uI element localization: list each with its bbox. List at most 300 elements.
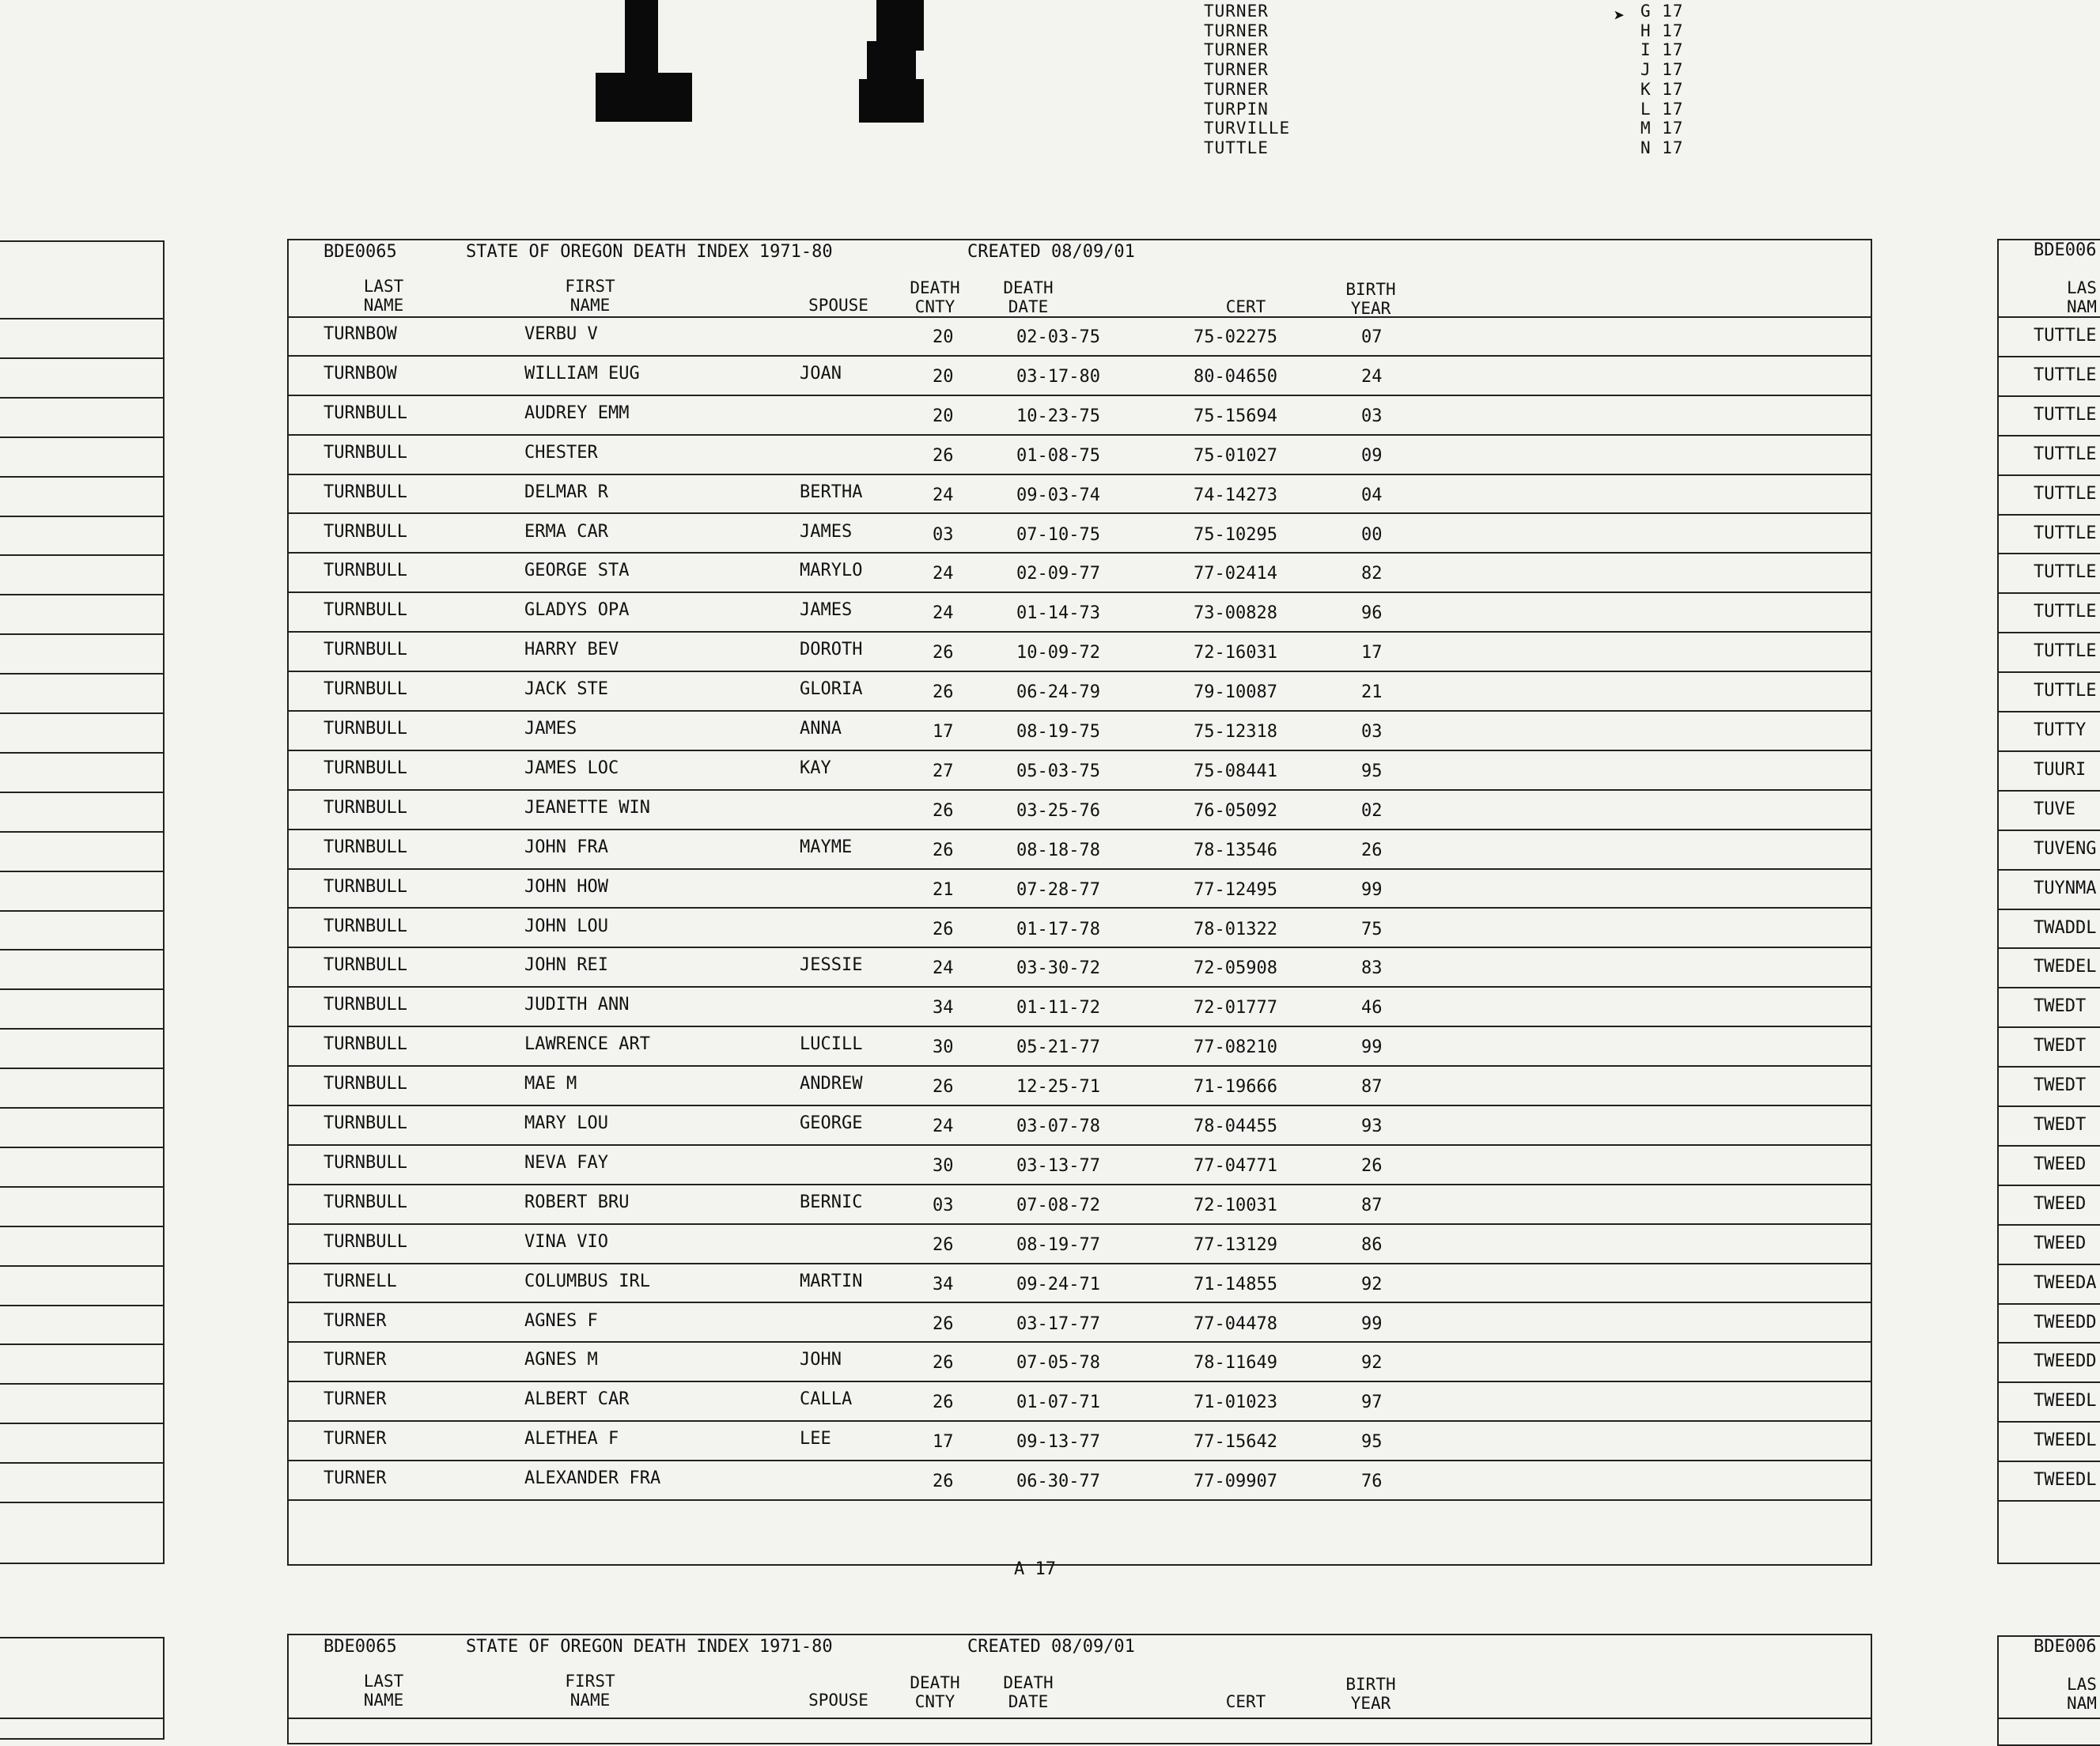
cell-spouse: LUCILL — [800, 1034, 863, 1055]
cell-cert: 78-01322 — [1194, 919, 1277, 939]
cell-death-date: 01-14-73 — [1016, 603, 1100, 624]
cell-cert: 77-04771 — [1194, 1155, 1277, 1176]
right-report-code: BDE006 — [2034, 240, 2097, 260]
cell-death-date: 03-30-72 — [1016, 958, 1100, 979]
cell-birth-year: 03 — [1361, 406, 1383, 426]
right-neighbor-panel — [1997, 239, 2100, 1564]
cell-last-name: TURNER — [324, 1310, 387, 1331]
cell-death-date: 06-30-77 — [1016, 1472, 1100, 1492]
cell-last-name: TURNBULL — [324, 797, 407, 818]
top-index-tabs — [1640, 2, 1684, 158]
cell-last-name: TURNER — [324, 1389, 387, 1410]
cell-last-name: TURNER — [324, 1468, 387, 1489]
cell-birth-year: 26 — [1361, 840, 1383, 860]
cell-spouse: JOAN — [800, 363, 842, 384]
death-index-panel-next — [287, 1634, 1872, 1744]
cell-last-name: TURNBULL — [324, 1152, 407, 1173]
col-header-first-name-next: FIRST NAME — [565, 1672, 615, 1710]
cell-death-date: 09-13-77 — [1016, 1432, 1100, 1453]
cell-death-cnty: 26 — [933, 800, 954, 821]
col-header-birth-year: BIRTH YEAR — [1345, 280, 1396, 318]
cell-birth-year: 95 — [1361, 761, 1383, 781]
cell-birth-year: 75 — [1361, 919, 1383, 939]
right-neighbor-last-name: TWEED — [2034, 1233, 2087, 1253]
right-neighbor-last-name: TUURI — [2034, 759, 2087, 780]
cell-death-cnty: 26 — [933, 643, 954, 663]
right-neighbor-last-name: TWADDL — [2034, 917, 2097, 938]
cell-cert: 75-02275 — [1194, 327, 1277, 347]
cell-death-cnty: 20 — [933, 327, 954, 347]
col-header-last-name: LAST NAME — [363, 277, 404, 315]
cell-first-name: COLUMBUS IRL — [524, 1271, 650, 1291]
right-neighbor-last-name: TUTTLE — [2034, 365, 2097, 385]
cell-death-date: 03-17-80 — [1016, 366, 1100, 387]
cell-death-date: 05-21-77 — [1016, 1037, 1100, 1058]
panel-header — [289, 240, 1871, 269]
right-neighbor-last-name: TUVENG — [2034, 838, 2097, 859]
cell-first-name: ALETHEA F — [524, 1429, 619, 1449]
report-title-next: STATE OF OREGON DEATH INDEX 1971-80 — [466, 1637, 833, 1657]
cell-death-cnty: 26 — [933, 682, 954, 703]
cell-cert: 75-12318 — [1194, 722, 1277, 742]
cell-death-date: 06-24-79 — [1016, 682, 1100, 703]
cell-birth-year: 17 — [1361, 643, 1383, 663]
cell-first-name: JUDITH ANN — [524, 995, 630, 1015]
table-row — [289, 869, 1871, 909]
cell-last-name: TURNBULL — [324, 758, 407, 778]
cell-death-date: 01-08-75 — [1016, 445, 1100, 466]
cell-death-date: 07-08-72 — [1016, 1195, 1100, 1215]
right-neighbor-panel-lower — [1997, 1635, 2100, 1746]
cell-death-date: 01-07-71 — [1016, 1393, 1100, 1413]
cell-cert: 72-01777 — [1194, 998, 1277, 1018]
table-row — [289, 1264, 1871, 1303]
cell-birth-year: 07 — [1361, 327, 1383, 347]
cell-cert: 77-12495 — [1194, 879, 1277, 900]
top-index-name: TURVILLE — [1204, 119, 1291, 138]
cell-birth-year: 99 — [1361, 1037, 1383, 1058]
cell-death-cnty: 24 — [933, 603, 954, 624]
right-neighbor-last-name: TUTTLE — [2034, 562, 2097, 583]
col-header-cert-next: CERT — [1225, 1692, 1266, 1711]
cell-last-name: TURNBULL — [324, 955, 407, 976]
cell-first-name: LAWRENCE ART — [524, 1034, 650, 1055]
col-header-spouse: SPOUSE — [808, 296, 868, 315]
cell-death-cnty: 26 — [933, 1077, 954, 1098]
col-header-death-date-next: DEATH DATE — [1003, 1673, 1054, 1711]
report-created: CREATED 08/09/01 — [967, 242, 1135, 262]
cell-last-name: TURNBULL — [324, 719, 407, 739]
cell-first-name: NEVA FAY — [524, 1152, 608, 1173]
cell-first-name: VINA VIO — [524, 1231, 608, 1252]
right-neighbor-last-name: TUTTLE — [2034, 602, 2097, 622]
cell-birth-year: 95 — [1361, 1432, 1383, 1453]
table-row — [289, 514, 1871, 554]
cell-last-name: TURNBOW — [324, 324, 397, 344]
cell-spouse: ANDREW — [800, 1074, 863, 1094]
cell-first-name: JAMES — [524, 719, 577, 739]
col-header-birth-year-next: BIRTH YEAR — [1345, 1675, 1396, 1713]
table-row — [289, 987, 1871, 1026]
alignment-block-right-low — [859, 79, 924, 123]
right-col-header: LAS NAM — [2067, 278, 2097, 316]
cell-birth-year: 76 — [1361, 1472, 1383, 1492]
report-title: STATE OF OREGON DEATH INDEX 1971-80 — [466, 242, 833, 262]
right-col-header-next: LAS NAM — [2067, 1675, 2097, 1713]
cell-death-cnty: 26 — [933, 445, 954, 466]
cell-last-name: TURNBULL — [324, 1113, 407, 1133]
cell-last-name: TURNBULL — [324, 402, 407, 423]
cell-death-cnty: 26 — [933, 1472, 954, 1492]
table-row — [289, 671, 1871, 711]
cell-death-cnty: 27 — [933, 761, 954, 781]
cell-first-name: JOHN FRA — [524, 837, 608, 857]
cell-death-cnty: 24 — [933, 958, 954, 979]
cell-birth-year: 82 — [1361, 564, 1383, 584]
cell-last-name: TURNBULL — [324, 1034, 407, 1055]
cell-last-name: TURNBULL — [324, 521, 407, 542]
right-neighbor-last-name: TUTTLE — [2034, 404, 2097, 425]
cell-death-cnty: 34 — [933, 1274, 954, 1294]
right-neighbor-last-name: TWEEDL — [2034, 1470, 2097, 1491]
top-index-tab: G 17 — [1640, 2, 1684, 21]
cell-birth-year: 93 — [1361, 1117, 1383, 1136]
cell-death-cnty: 03 — [933, 1195, 954, 1215]
cell-death-cnty: 20 — [933, 406, 954, 426]
top-index-name: TUTTLE — [1204, 138, 1269, 157]
right-neighbor-last-name: TUTTLE — [2034, 681, 2097, 701]
cell-birth-year: 24 — [1361, 366, 1383, 387]
top-index-tab: I 17 — [1640, 40, 1684, 60]
cell-spouse: JOHN — [800, 1350, 842, 1370]
table-row — [289, 592, 1871, 632]
cell-death-cnty: 26 — [933, 1393, 954, 1413]
cell-death-date: 02-09-77 — [1016, 564, 1100, 584]
cell-birth-year: 09 — [1361, 445, 1383, 466]
table-row — [289, 553, 1871, 592]
cell-cert: 78-11649 — [1194, 1353, 1277, 1374]
cell-first-name: MAE M — [524, 1074, 577, 1094]
table-row — [289, 474, 1871, 514]
col-header-last-name-next: LAST NAME — [363, 1672, 404, 1710]
top-index-name: TURPIN — [1204, 99, 1269, 119]
left-neighbor-panel-lower — [0, 1637, 165, 1740]
cell-death-date: 01-11-72 — [1016, 998, 1100, 1018]
top-index-name: TURNER — [1204, 40, 1269, 60]
cell-cert: 77-15642 — [1194, 1432, 1277, 1453]
right-neighbor-last-name: TUTTLE — [2034, 483, 2097, 504]
cell-death-cnty: 26 — [933, 1313, 954, 1334]
cell-cert: 78-13546 — [1194, 840, 1277, 860]
cell-cert: 75-08441 — [1194, 761, 1277, 781]
cell-spouse: CALLA — [800, 1389, 853, 1410]
cell-birth-year: 46 — [1361, 998, 1383, 1018]
cell-death-cnty: 17 — [933, 722, 954, 742]
cell-death-cnty: 26 — [933, 1353, 954, 1374]
cell-death-date: 03-13-77 — [1016, 1155, 1100, 1176]
cell-cert: 71-14855 — [1194, 1274, 1277, 1294]
cell-first-name: JOHN LOU — [524, 916, 608, 936]
cell-birth-year: 92 — [1361, 1353, 1383, 1374]
cell-birth-year: 99 — [1361, 1313, 1383, 1334]
cell-death-cnty: 24 — [933, 1117, 954, 1136]
right-neighbor-last-name: TWEEDD — [2034, 1312, 2097, 1332]
cell-death-date: 02-03-75 — [1016, 327, 1100, 347]
cell-birth-year: 86 — [1361, 1234, 1383, 1255]
table-row — [289, 750, 1871, 790]
cell-first-name: AUDREY EMM — [524, 402, 630, 423]
report-code-next: BDE0065 — [324, 1637, 397, 1657]
right-neighbor-last-name: TWEED — [2034, 1193, 2087, 1214]
cell-cert: 79-10087 — [1194, 682, 1277, 703]
cell-first-name: JAMES LOC — [524, 758, 619, 778]
cell-first-name: GEORGE STA — [524, 561, 630, 581]
cell-last-name: TURNBULL — [324, 1074, 407, 1094]
cell-cert: 77-04478 — [1194, 1313, 1277, 1334]
cell-last-name: TURNER — [324, 1429, 387, 1449]
right-neighbor-last-name: TWEDT — [2034, 996, 2087, 1017]
cell-death-cnty: 20 — [933, 366, 954, 387]
right-neighbor-last-name: TWEEDL — [2034, 1391, 2097, 1412]
cell-cert: 75-01027 — [1194, 445, 1277, 466]
cell-death-cnty: 24 — [933, 564, 954, 584]
cell-first-name: ERMA CAR — [524, 521, 608, 542]
cell-last-name: TURNBULL — [324, 916, 407, 936]
table-row — [289, 711, 1871, 750]
col-header-first-name: FIRST NAME — [565, 277, 615, 315]
cell-death-date: 01-17-78 — [1016, 919, 1100, 939]
cell-birth-year: 99 — [1361, 879, 1383, 900]
alignment-block-left-stem — [625, 0, 658, 79]
cell-death-cnty: 24 — [933, 485, 954, 505]
right-neighbor-last-name: TWEED — [2034, 1154, 2087, 1174]
death-index-panel — [287, 239, 1872, 1566]
cell-last-name: TURNBULL — [324, 1231, 407, 1252]
alignment-block-left-base — [596, 73, 692, 122]
cell-first-name: ALEXANDER FRA — [524, 1468, 661, 1489]
cell-cert: 74-14273 — [1194, 485, 1277, 505]
cell-death-date: 07-05-78 — [1016, 1353, 1100, 1374]
right-neighbor-last-name: TUTTLE — [2034, 444, 2097, 464]
cell-last-name: TURNBULL — [324, 876, 407, 897]
cell-death-cnty: 03 — [933, 524, 954, 545]
table-row — [289, 1105, 1871, 1145]
cell-death-date: 08-18-78 — [1016, 840, 1100, 860]
cell-cert: 72-10031 — [1194, 1195, 1277, 1215]
right-neighbor-last-name: TWEDT — [2034, 1036, 2087, 1056]
table-row — [289, 1303, 1871, 1343]
cell-death-date: 07-28-77 — [1016, 879, 1100, 900]
table-row — [289, 1066, 1871, 1105]
cell-last-name: TURNBULL — [324, 1192, 407, 1212]
top-index-tab: J 17 — [1640, 60, 1684, 80]
cell-last-name: TURNBOW — [324, 363, 397, 384]
cell-first-name: GLADYS OPA — [524, 600, 630, 621]
table-row — [289, 1185, 1871, 1224]
cell-cert: 71-19666 — [1194, 1077, 1277, 1098]
cell-death-date: 03-25-76 — [1016, 800, 1100, 821]
cell-first-name: CHESTER — [524, 442, 598, 463]
cell-last-name: TURNBULL — [324, 679, 407, 700]
cell-first-name: ROBERT BRU — [524, 1192, 630, 1212]
cell-death-cnty: 26 — [933, 1234, 954, 1255]
table-row — [289, 1381, 1871, 1421]
table-row — [289, 395, 1871, 435]
cell-spouse: MAYME — [800, 837, 853, 857]
cell-death-date: 12-25-71 — [1016, 1077, 1100, 1098]
cell-death-cnty: 17 — [933, 1432, 954, 1453]
right-neighbor-last-name: TUYNMA — [2034, 878, 2097, 898]
cell-first-name: JEANETTE WIN — [524, 797, 650, 818]
right-neighbor-last-name: TUTTLE — [2034, 641, 2097, 662]
cell-death-date: 10-23-75 — [1016, 406, 1100, 426]
cell-death-date: 09-24-71 — [1016, 1274, 1100, 1294]
cell-first-name: VERBU V — [524, 324, 598, 344]
cell-death-date: 03-07-78 — [1016, 1117, 1100, 1136]
cell-death-date: 09-03-74 — [1016, 485, 1100, 505]
table-row — [289, 1224, 1871, 1264]
col-header-death-date: DEATH DATE — [1003, 278, 1054, 316]
cell-cert: 71-01023 — [1194, 1393, 1277, 1413]
report-created-next: CREATED 08/09/01 — [967, 1637, 1135, 1657]
cell-spouse: ANNA — [800, 719, 842, 739]
top-index-tab: L 17 — [1640, 99, 1684, 119]
col-header-death-cnty: DEATH CNTY — [910, 278, 960, 316]
table-row — [289, 1145, 1871, 1185]
cell-cert: 78-04455 — [1194, 1117, 1277, 1136]
cell-cert: 76-05092 — [1194, 800, 1277, 821]
cell-last-name: TURNBULL — [324, 442, 407, 463]
cell-first-name: DELMAR R — [524, 482, 608, 502]
cell-cert: 75-10295 — [1194, 524, 1277, 545]
cell-cert: 73-00828 — [1194, 603, 1277, 624]
cell-last-name: TURNBULL — [324, 837, 407, 857]
cell-first-name: HARRY BEV — [524, 640, 619, 660]
pointer-mark-icon: ➤ — [1614, 5, 1625, 27]
cell-last-name: TURNBULL — [324, 600, 407, 621]
top-index-name: TURNER — [1204, 79, 1269, 99]
cell-death-date: 03-17-77 — [1016, 1313, 1100, 1334]
cell-birth-year: 87 — [1361, 1195, 1383, 1215]
cell-first-name: JOHN REI — [524, 955, 608, 976]
cell-death-date: 07-10-75 — [1016, 524, 1100, 545]
cell-cert: 72-16031 — [1194, 643, 1277, 663]
cell-birth-year: 00 — [1361, 524, 1383, 545]
cell-first-name: ALBERT CAR — [524, 1389, 630, 1410]
cell-death-cnty: 34 — [933, 998, 954, 1018]
top-index-tab: M 17 — [1640, 119, 1684, 138]
cell-first-name: AGNES F — [524, 1310, 598, 1331]
cell-birth-year: 21 — [1361, 682, 1383, 703]
right-neighbor-last-name: TWEEDL — [2034, 1430, 2097, 1451]
right-neighbor-last-name: TWEDT — [2034, 1075, 2087, 1096]
cell-cert: 75-15694 — [1194, 406, 1277, 426]
cell-spouse: MARYLO — [800, 561, 863, 581]
cell-death-cnty: 30 — [933, 1037, 954, 1058]
cell-spouse: JAMES — [800, 600, 853, 621]
cell-cert: 80-04650 — [1194, 366, 1277, 387]
cell-last-name: TURNELL — [324, 1271, 397, 1291]
cell-last-name: TURNBULL — [324, 640, 407, 660]
cell-spouse: BERTHA — [800, 482, 863, 502]
table-row — [289, 830, 1871, 869]
cell-birth-year: 97 — [1361, 1393, 1383, 1413]
cell-first-name: WILLIAM EUG — [524, 363, 640, 384]
cell-death-date: 05-03-75 — [1016, 761, 1100, 781]
right-neighbor-last-name: TWEDEL — [2034, 957, 2097, 977]
cell-birth-year: 04 — [1361, 485, 1383, 505]
cell-first-name: AGNES M — [524, 1350, 598, 1370]
cell-death-cnty: 21 — [933, 879, 954, 900]
cell-last-name: TURNBULL — [324, 995, 407, 1015]
top-index-names — [1204, 2, 1290, 158]
cell-birth-year: 96 — [1361, 603, 1383, 624]
right-neighbor-last-name: TUTTY — [2034, 720, 2087, 740]
cell-death-date: 08-19-75 — [1016, 722, 1100, 742]
top-index-name: TURNER — [1204, 2, 1269, 21]
cell-spouse: KAY — [800, 758, 831, 778]
cell-death-cnty: 26 — [933, 919, 954, 939]
top-index-name: TURNER — [1204, 21, 1269, 40]
cell-spouse: JAMES — [800, 521, 853, 542]
table-row — [289, 316, 1871, 356]
col-header-cert: CERT — [1225, 297, 1266, 316]
table-row — [289, 1461, 1871, 1500]
cell-cert: 77-09907 — [1194, 1472, 1277, 1492]
cell-death-date: 10-09-72 — [1016, 643, 1100, 663]
top-index-name: TURNER — [1204, 60, 1269, 80]
left-neighbor-panel — [0, 240, 165, 1564]
cell-spouse: BERNIC — [800, 1192, 863, 1212]
right-report-code-next: BDE006 — [2034, 1637, 2097, 1657]
top-index-tab: N 17 — [1640, 138, 1684, 157]
cell-spouse: DOROTH — [800, 640, 863, 660]
cell-first-name: JOHN HOW — [524, 876, 608, 897]
cell-birth-year: 03 — [1361, 722, 1383, 742]
cell-cert: 72-05908 — [1194, 958, 1277, 979]
cell-spouse: GEORGE — [800, 1113, 863, 1133]
top-index-tab: H 17 — [1640, 21, 1684, 40]
cell-cert: 77-13129 — [1194, 1234, 1277, 1255]
right-neighbor-last-name: TWEEDA — [2034, 1272, 2097, 1293]
right-neighbor-last-name: TUTTLE — [2034, 326, 2097, 346]
cell-birth-year: 87 — [1361, 1077, 1383, 1098]
table-row — [289, 1342, 1871, 1381]
cell-birth-year: 92 — [1361, 1274, 1383, 1294]
table-row — [289, 947, 1871, 987]
cell-spouse: GLORIA — [800, 679, 863, 700]
cell-birth-year: 26 — [1361, 1155, 1383, 1176]
right-neighbor-last-name: TUTTLE — [2034, 523, 2097, 543]
col-header-spouse-next: SPOUSE — [808, 1691, 868, 1710]
report-code: BDE0065 — [324, 242, 397, 262]
table-row — [289, 356, 1871, 395]
cell-spouse: JESSIE — [800, 955, 863, 976]
table-row — [289, 1421, 1871, 1461]
cell-spouse: MARTIN — [800, 1271, 863, 1291]
cell-birth-year: 02 — [1361, 800, 1383, 821]
cell-last-name: TURNER — [324, 1350, 387, 1370]
cell-first-name: JACK STE — [524, 679, 608, 700]
right-neighbor-last-name: TWEDT — [2034, 1115, 2087, 1135]
cell-birth-year: 83 — [1361, 958, 1383, 979]
table-row — [289, 790, 1871, 830]
cell-death-date: 08-19-77 — [1016, 1234, 1100, 1255]
col-header-death-cnty-next: DEATH CNTY — [910, 1673, 960, 1711]
cell-death-cnty: 30 — [933, 1155, 954, 1176]
page-label: A 17 — [1014, 1559, 1056, 1579]
cell-last-name: TURNBULL — [324, 482, 407, 502]
